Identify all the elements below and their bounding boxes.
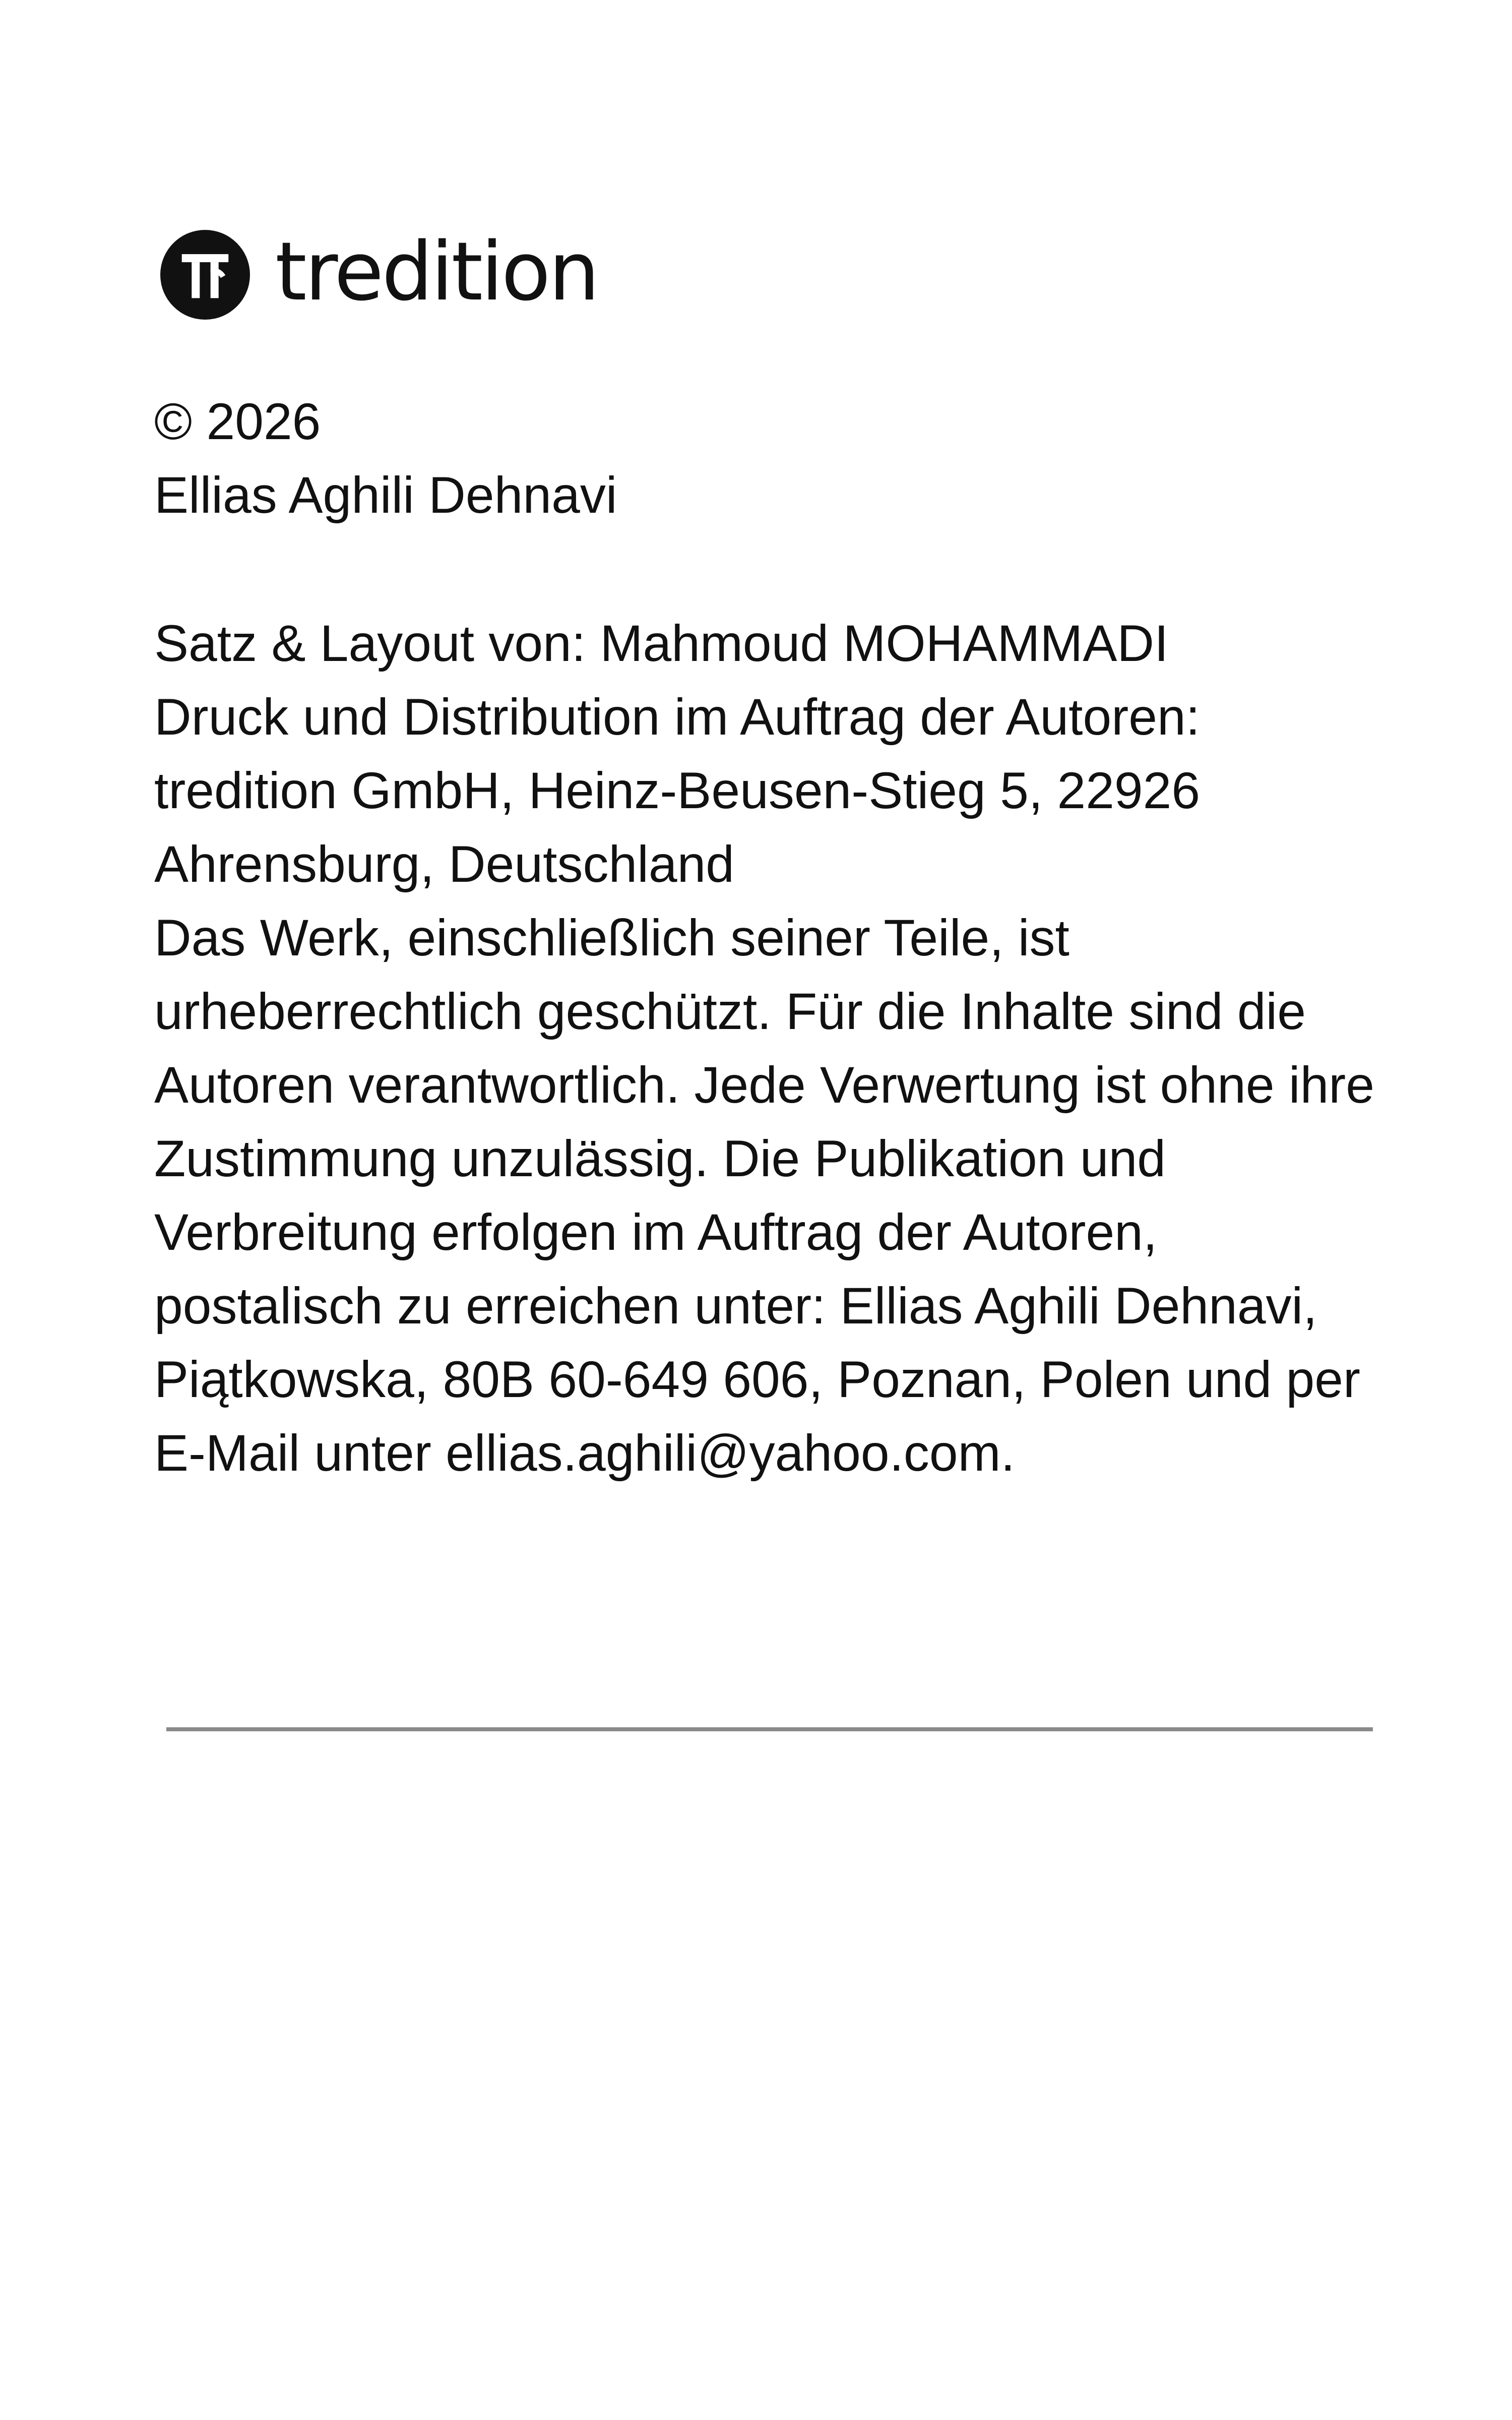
copyright-block: [154, 385, 1404, 532]
imprint-line: Ahrensburg, Deutschland: [154, 835, 735, 893]
publisher-wordmark: tredition: [275, 224, 598, 319]
imprint-line: postalisch zu erreichen unter: Ellias Aghili Dehnavi,: [154, 1277, 1317, 1335]
publisher-logo: [160, 224, 598, 320]
imprint-line: Autoren verantwortlich. Jede Verwertung ist ohne ihre: [154, 1056, 1375, 1114]
imprint-line: Zustimmung unzulässig. Die Publikation und: [154, 1130, 1166, 1187]
copyright-author: Ellias Aghili Dehnavi: [154, 466, 617, 524]
imprint-line: Piątkowska, 80B 60-649 606, Poznan, Polen und per: [154, 1351, 1360, 1408]
imprint-line: E-Mail unter ellias.aghili@yahoo.com.: [154, 1424, 1015, 1482]
imprint-line: Das Werk, einschließlich seiner Teile, ist: [154, 909, 1069, 966]
imprint-line: Verbreitung erfolgen im Auftrag der Autoren,: [154, 1203, 1158, 1261]
horizontal-divider: [166, 1727, 1373, 1731]
imprint-line: urheberrechtlich geschützt. Für die Inhalte sind die: [154, 983, 1306, 1040]
imprint-line: tredition GmbH, Heinz-Beusen-Stieg 5, 22926: [154, 762, 1201, 819]
copyright-year: © 2026: [154, 393, 321, 450]
tredition-logo-icon: [160, 230, 250, 320]
imprint-block: [154, 607, 1404, 1490]
imprint-line: Druck und Distribution im Auftrag der Autoren:: [154, 688, 1201, 746]
imprint-line: Satz & Layout von: Mahmoud MOHAMMADI: [154, 615, 1169, 672]
